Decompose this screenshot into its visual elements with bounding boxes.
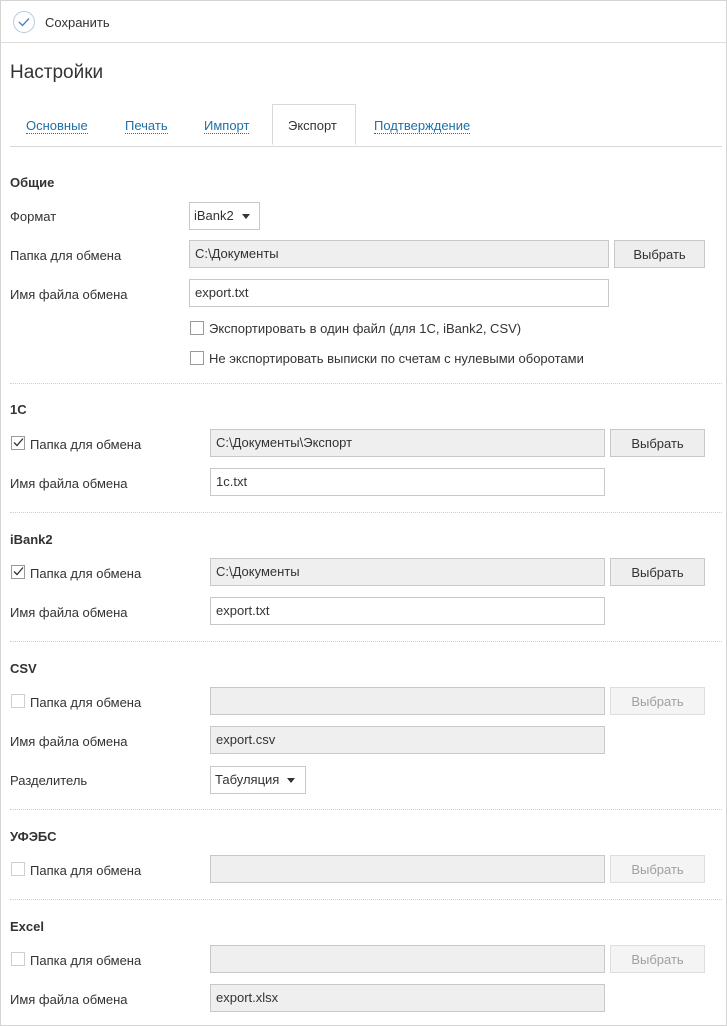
section-divider: [10, 512, 722, 513]
section-general-title: Общие: [10, 175, 55, 190]
ufebs-folder-field[interactable]: [210, 855, 605, 883]
section-csv-title: CSV: [10, 661, 37, 676]
excel-folder-checkbox[interactable]: [11, 952, 25, 966]
onec-folder-label: Папка для обмена: [30, 437, 142, 452]
save-button-label: Сохранить: [45, 14, 110, 30]
single-file-label: Экспортировать в один файл (для 1С, iBank2, CSV): [209, 321, 522, 336]
section-divider: [10, 641, 722, 642]
onec-filename-input[interactable]: 1c.txt: [210, 468, 605, 496]
csv-folder-field[interactable]: [210, 687, 605, 715]
ufebs-choose-button[interactable]: Выбрать: [610, 855, 705, 883]
save-button[interactable]: [13, 9, 110, 35]
separator-select-value: Табуляция: [215, 772, 280, 787]
no-zero-label: Не экспортировать выписки по счетам с нулевыми оборотами: [209, 351, 584, 366]
csv-filename-input[interactable]: export.csv: [210, 726, 605, 754]
caret-down-icon: [287, 778, 295, 783]
tab-print[interactable]: Печать: [125, 118, 168, 133]
page-title: Настройки: [10, 62, 104, 83]
ufebs-folder-checkbox[interactable]: [11, 862, 25, 876]
onec-folder-field[interactable]: C:\Документы\Экспорт: [210, 429, 605, 457]
ibank-filename-input[interactable]: export.txt: [210, 597, 605, 625]
csv-filename-label: Имя файла обмена: [10, 734, 128, 749]
checkmark-icon: [13, 566, 24, 577]
onec-filename-label: Имя файла обмена: [10, 476, 128, 491]
excel-folder-field[interactable]: [210, 945, 605, 973]
section-divider: [10, 899, 722, 900]
format-select-value: iBank2: [194, 208, 234, 223]
tab-export[interactable]: Экспорт: [272, 104, 356, 145]
single-file-checkbox[interactable]: [190, 321, 204, 335]
general-folder-field[interactable]: C:\Документы: [189, 240, 609, 268]
ufebs-folder-label: Папка для обмена: [30, 863, 142, 878]
no-zero-checkbox[interactable]: [190, 351, 204, 365]
ibank-folder-label: Папка для обмена: [30, 566, 142, 581]
excel-filename-label: Имя файла обмена: [10, 992, 128, 1007]
csv-choose-button[interactable]: Выбрать: [610, 687, 705, 715]
format-label: Формат: [10, 209, 57, 224]
general-folder-label: Папка для обмена: [10, 248, 122, 263]
excel-folder-label: Папка для обмена: [30, 953, 142, 968]
excel-filename-input[interactable]: export.xlsx: [210, 984, 605, 1012]
section-excel-title: Excel: [10, 919, 44, 934]
format-select[interactable]: [189, 202, 260, 230]
section-divider: [10, 383, 722, 384]
csv-separator-label: Разделитель: [10, 773, 88, 788]
section-ibank-title: iBank2: [10, 532, 53, 547]
ibank-folder-field[interactable]: C:\Документы: [210, 558, 605, 586]
check-icon: [13, 11, 35, 33]
onec-folder-checkbox[interactable]: [11, 436, 25, 450]
general-filename-input[interactable]: export.txt: [189, 279, 609, 307]
csv-folder-label: Папка для обмена: [30, 695, 142, 710]
tab-import[interactable]: Импорт: [204, 118, 250, 133]
csv-folder-checkbox[interactable]: [11, 694, 25, 708]
caret-down-icon: [242, 214, 250, 219]
tab-confirmation[interactable]: Подтверждение: [374, 118, 471, 133]
onec-choose-button[interactable]: Выбрать: [610, 429, 705, 457]
general-choose-button[interactable]: Выбрать: [614, 240, 705, 268]
ibank-folder-checkbox[interactable]: [11, 565, 25, 579]
section-divider: [10, 809, 722, 810]
general-filename-label: Имя файла обмена: [10, 287, 128, 302]
section-1c-title: 1С: [10, 402, 27, 417]
section-ufebs-title: УФЭБС: [10, 829, 57, 844]
checkmark-icon: [13, 437, 24, 448]
toolbar: [1, 1, 726, 43]
tab-main[interactable]: Основные: [26, 118, 88, 133]
tab-bar: [10, 104, 722, 147]
ibank-choose-button[interactable]: Выбрать: [610, 558, 705, 586]
csv-separator-select[interactable]: [210, 766, 306, 794]
ibank-filename-label: Имя файла обмена: [10, 605, 128, 620]
excel-choose-button[interactable]: Выбрать: [610, 945, 705, 973]
